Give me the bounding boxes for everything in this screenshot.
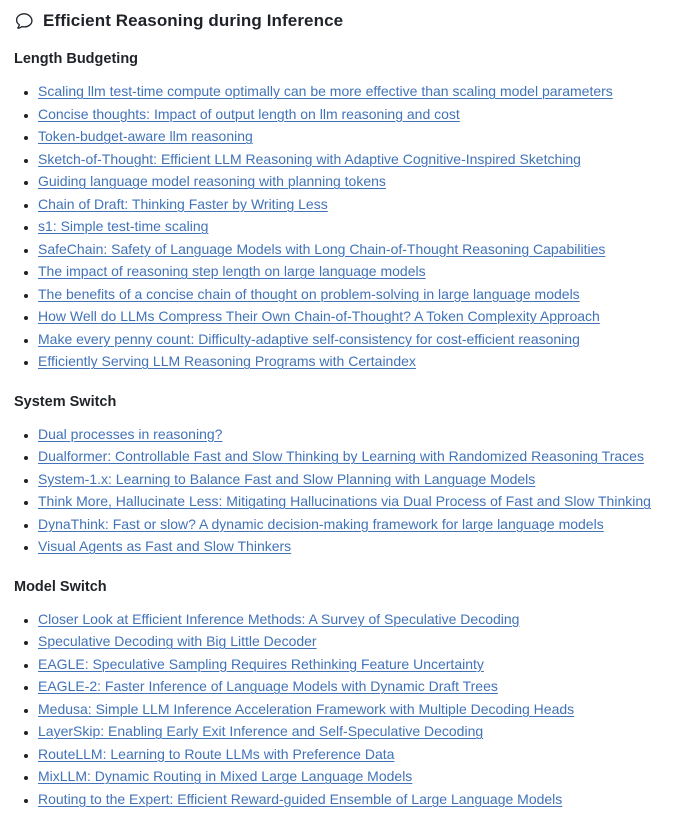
section [14,50,672,373]
paper-link[interactable]: RouteLLM: Learning to Route LLMs with Preference Data [38,745,395,762]
list-item [38,468,672,491]
paper-link[interactable]: The impact of reasoning step length on large language models [38,263,426,279]
paper-link[interactable]: Closer Look at Efficient Inference Methods: A Survey of Speculative Decoding [38,610,520,627]
paper-link[interactable]: SafeChain: Safety of Language Models with Long Chain-of-Thought Reasoning Capabilities [38,240,606,257]
paper-link[interactable]: Efficiently Serving LLM Reasoning Programs with Certaindex [38,353,416,369]
list-item [38,328,672,351]
paper-link[interactable]: Dualformer: Controllable Fast and Slow Thinking by Learning with Randomized Reasoning Traces [38,448,644,464]
section-title: Model Switch [14,578,107,595]
list-item [38,720,672,743]
paper-link[interactable]: LayerSkip: Enabling Early Exit Inference and Self-Speculative Decoding [38,723,484,739]
list-item [38,743,672,766]
paper-link[interactable]: EAGLE-2: Faster Inference of Language Models with Dynamic Draft Trees [38,678,498,694]
paper-link[interactable]: Guiding language model reasoning with planning tokens [38,173,386,189]
sections [14,50,672,810]
paper-link[interactable]: Chain of Draft: Thinking Faster by Writing Less [38,195,328,212]
paper-link[interactable]: DynaThink: Fast or slow? A dynamic decision-making framework for large language models [38,515,604,532]
paper-link[interactable]: Speculative Decoding with Big Little Decoder [38,633,317,649]
paper-link[interactable]: Token-budget-aware llm reasoning [38,128,253,144]
list-item [38,193,672,216]
page-title: Efficient Reasoning during Inference [43,11,344,30]
page-header [14,10,672,32]
section-title: System Switch [14,393,117,410]
list-item [38,148,672,171]
list-item [38,608,672,631]
paper-link[interactable]: How Well do LLMs Compress Their Own Chain-of-Thought? A Token Complexity Approach [38,308,600,324]
section [14,578,672,811]
paper-link[interactable]: s1: Simple test-time scaling [38,218,209,234]
paper-link[interactable]: Scaling llm test-time compute optimally can be more effective than scaling model parameters [38,83,613,99]
section [14,393,672,558]
paper-link[interactable]: Make every penny count: Difficulty-adaptive self-consistency for cost-efficient reasoning [38,330,580,347]
list-item [38,170,672,193]
paper-link[interactable]: EAGLE: Speculative Sampling Requires Rethinking Feature Uncertainty [38,655,484,672]
list-item [38,80,672,103]
paper-link[interactable]: Medusa: Simple LLM Inference Acceleration Framework with Multiple Decoding Heads [38,700,575,717]
paper-list [14,80,672,373]
list-item [38,788,672,811]
list-item [38,215,672,238]
paper-link[interactable]: The benefits of a concise chain of thought on problem-solving in large language models [38,285,580,302]
list-item [38,423,672,446]
list-item [38,103,672,126]
list-item [38,535,672,558]
list-item [38,238,672,261]
list-item [38,283,672,306]
list-item [38,445,672,468]
list-item [38,260,672,283]
speech-bubble-icon [14,11,34,31]
paper-link[interactable]: Concise thoughts: Impact of output length on llm reasoning and cost [38,105,460,122]
section-title: Length Budgeting [14,51,139,67]
list-item [38,125,672,148]
list-item [38,305,672,328]
list-item [38,513,672,536]
paper-link[interactable]: Routing to the Expert: Efficient Reward-guided Ensemble of Large Language Models [38,790,563,807]
paper-list [14,608,672,811]
list-item [38,350,672,373]
paper-link[interactable]: MixLLM: Dynamic Routing in Mixed Large Language Models [38,768,413,784]
paper-list [14,423,672,558]
list-item [38,653,672,676]
paper-link[interactable]: System-1.x: Learning to Balance Fast and Slow Planning with Language Models [38,470,536,487]
paper-link[interactable]: Visual Agents as Fast and Slow Thinkers [38,538,292,554]
paper-link[interactable]: Think More, Hallucinate Less: Mitigating Hallucinations via Dual Process of Fast and Slow Thinking [38,493,651,509]
paper-link[interactable]: Dual processes in reasoning? [38,425,223,442]
list-item [38,630,672,653]
list-item [38,675,672,698]
list-item [38,490,672,513]
list-item [38,698,672,721]
paper-link[interactable]: Sketch-of-Thought: Efficient LLM Reasoning with Adaptive Cognitive-Inspired Sketching [38,150,581,167]
list-item [38,765,672,788]
